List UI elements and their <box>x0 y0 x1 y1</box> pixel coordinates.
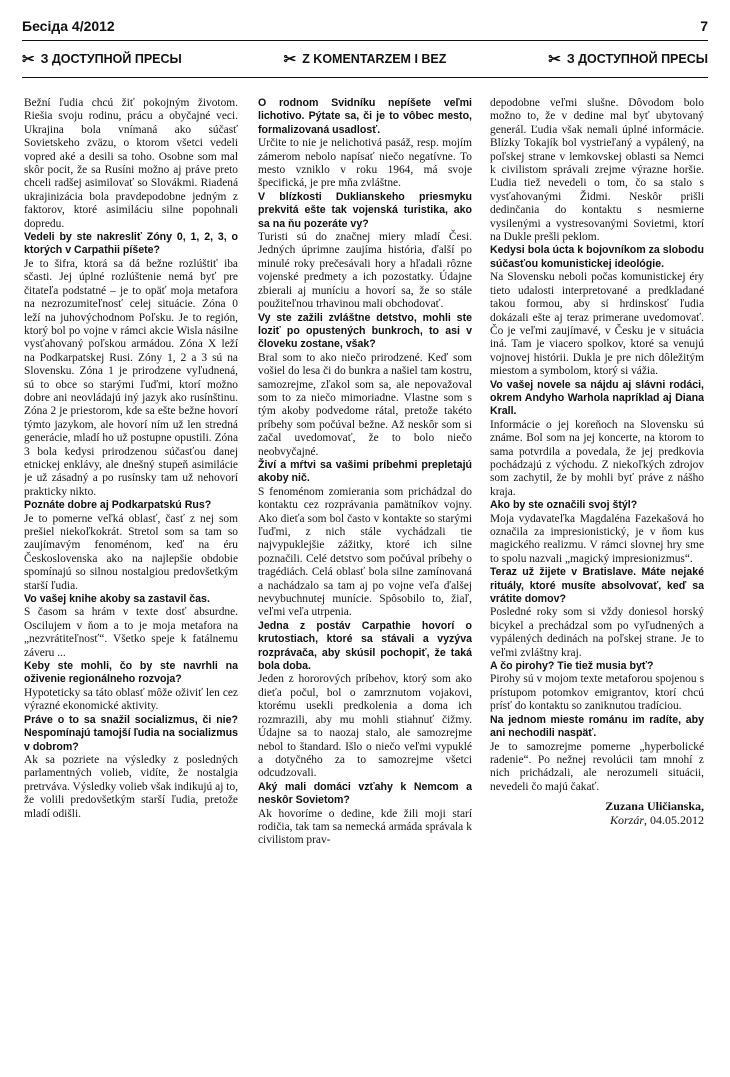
interview-question: Vedeli by ste nakresliť Zóny 0, 1, 2, 3, o ktorých v Carpathii píšete? <box>24 231 238 257</box>
issue-label: Бесіда 4/2012 <box>22 18 115 34</box>
interview-question: O rodnom Svidníku nepíšete veľmi lichotivo. Pýtate sa, či je to vôbec mesto, formalizovaná usadlosť. <box>258 97 472 136</box>
article-column-1 <box>24 97 238 1062</box>
interview-answer: S časom sa hrám v texte dosť absurdne. Oscilujem v ňom a to je moja metafora na „nezvrátiteľnosť“. Všetko speje k fatálnemu záveru ... <box>24 606 238 659</box>
scissors-icon: ✂ <box>283 50 297 68</box>
article-column-3 <box>490 97 704 1062</box>
section-label <box>22 52 182 67</box>
interview-answer: S fenoménom zomierania som prichádzal do kontaktu cez rozprávania pamätníkov vojny. Ako dieťa som bol často v kontakte so starými ľuďmi, z nich stále vychádzali tie najvypuklejšie zážitky, ktoré ich silne poznačili. Celé detstvo som počúval príbehy o tragédiách. Celá oblasť bola silne zamínovaná a nachádzalo sa tam aj po vojne veľa ďalšej nevybuchnutej munície. Spôsobilo to, žiaľ, veľmi veľa utrpenia. <box>258 485 472 619</box>
interview-question: Vy ste zažili zvláštne detstvo, mohli ste loziť po opustených bunkroch, to asi v človeku zostane, však? <box>258 311 472 351</box>
interview-answer: Určite to nie je nelichotivá pasáž, resp. mojím zámerom nebolo napísať niečo negatívne. To mesto vzniklo v roku 1964, má svoje špecifická, je pre mňa zvláštne. <box>258 137 472 190</box>
interview-question: Teraz už žijete v Bratislave. Máte nejaké rituály, ktoré musíte absolvovať, keď sa vrátite domov? <box>490 566 704 606</box>
interview-answer: Bral som to ako niečo prirodzené. Keď som vošiel do lesa či do bunkra a našiel tam kostru, samozrejme, zľakol som sa, ale nepovažoval som to za niečo mimoriadne. Vlastne som s tým akoby podvedome rátal, pretože takéto príbehy som počúval bežne. Až neskôr som si začal uvedomovať, že to bolo niečo neobvyčajné. <box>258 351 472 458</box>
article-signature <box>490 800 704 827</box>
interview-answer: Moja vydavateľka Magdaléna Fazekašová ho označila za impresionistický, je v ňom kus magického realizmu. V rámci slovnej hry sme to spolu nazvali „magický impresionizmus“. <box>490 512 704 565</box>
interview-answer: depodobne veľmi slušne. Dôvodom bolo možno to, že v dedine mal byť ubytovaný generál. Ľudia však nemali úplné informácie. Blízky Tokajík bol vystrieľaný a vypálený, na poľskej strane v lemkovskej oblasti sa Nemci k civilistom správali zrejme výrazne horšie. Ľudia tiež nevedeli o tom, čo sa stalo s vysťahovanými Židmi. Neskôr prišli dedinčania do kontaktu s nesmierne vysilenými a vystresovanými Sovietmi, ktorí na Dukle prešli peklom. <box>490 97 704 244</box>
interview-question: Jedna z postáv Carpathie hovorí o krutostiach, ktoré sa stávali a vyzýva rozprávača, aby skúsil pochopiť, že taká bola doba. <box>258 619 472 673</box>
author-name: Zuzana Uličianska, <box>605 799 704 814</box>
source-line <box>490 814 704 827</box>
interview-question: Práve o to sa snažil socializmus, či nie? Nespomínajú tamojší ľudia na socializmus v dobrom? <box>24 713 238 753</box>
interview-question: Keby ste mohli, čo by ste navrhli na oživenie regionálneho rozvoja? <box>24 660 238 686</box>
source-name: Korzár <box>609 812 644 827</box>
section-text: З ДОСТУПНОЙ ПРЕСЫ <box>40 52 182 66</box>
interview-answer: Informácie o jej koreňoch na Slovensku sú známe. Bol som na jej koncerte, na ktorom to sama potvrdila a povedala, že jej predkovia pochádzajú z východu. Z niekoľkých zdrojov som zachytil, že by mohli byť práve z nášho kraja. <box>490 418 704 498</box>
section-rule <box>22 77 708 78</box>
interview-question: Aký mali domáci vzťahy k Nemcom a neskôr Sovietom? <box>258 780 472 807</box>
interview-answer: Jeden z hororových príbehov, ktorý som ako dieťa počul, bol o zamrznutom vojakovi, ktorému usekli predkolenia a doma ich rozmrazili, aby mu mohli stiahnuť čižmy. Údajne sa to naozaj stalo, ale samozrejme nebol to štandard. Išlo o niečo veľmi vypuklé a dotyčného za to samozrejme všetci odcudzovali. <box>258 673 472 780</box>
section-text: Z KOMENTARZEM I BEZ <box>302 52 447 66</box>
interview-question: Živí a mŕtvi sa vašimi príbehmi prepletajú akoby nič. <box>258 458 472 485</box>
interview-answer: Posledné roky som si vždy doniesol horský bicykel a prechádzal som po vyľudnených a vypálených dedinách na poľskej strane. Je to veľmi zvláštny kraj. <box>490 606 704 659</box>
interview-answer: Ak sa pozriete na výsledky z posledných parlamentných volieb, vidíte, že nostalgia pretrváva. Výsledky volieb však indikujú aj to, že volili predovšetkým starší ľudia, pretože mladí odišli. <box>24 753 238 820</box>
section-text: З ДОСТУПНОЙ ПРЕСЫ <box>566 52 708 66</box>
interview-question: Poznáte dobre aj Podkarpatskú Rus? <box>24 499 212 512</box>
scissors-icon: ✂ <box>22 50 35 68</box>
interview-answer: Je to pomerne veľká oblasť, časť z nej som prešiel niekoľkokrát. Stretol som sa tam so zaujímavým fenoménom, keď na éru Československa ako na najlepšie obdobie spomínajú so silnou nostalgiou predovšetkým starší ľudia. <box>24 512 238 592</box>
interview-question: Kedysi bola úcta k bojovníkom za slobodu súčasťou komunistickej ideológie. <box>490 244 704 270</box>
source-date: , 04.05.2012 <box>644 812 704 827</box>
interview-answer: Turisti sú do značnej miery mladí Česi. Jedných úprimne zaujíma história, ďalší po minulé roky prečesávali hory a hľadali rôzne vojenské predmety a ich pozostatky. Údajne zbierali aj muníciu a hovorí sa, že so stále použiteľnou trhavinou mali obchodovať. <box>258 231 472 311</box>
page-header <box>22 18 708 38</box>
page-number: 7 <box>700 18 708 34</box>
interview-question: Ako by ste označili svoj štýl? <box>490 499 638 512</box>
header-rule <box>22 40 708 41</box>
interview-answer: Pirohy sú v mojom texte metaforou spojenou s prístupom potomkov emigrantov, ktorí chcú prísť do kontaktu so zaniknutou tradíciou. <box>490 673 704 713</box>
interview-answer: Je to samozrejme pomerne „hyperbolické radenie“. Po nežnej revolúcii tam mnohí z nich prichádzali, ale nerozumeli situácii, nevedeli čo majú čakať. <box>490 740 704 793</box>
section-label <box>284 52 447 67</box>
interview-question: A čo pirohy? Tie tiež musia byť? <box>490 660 654 673</box>
interview-answer: Na Slovensku neboli počas komunistickej éry tieto udalosti interpretované a predkladané takou formou, aby si hrdinskosť ľudia dokázali ešte aj teraz primerane uvedomovať. Čo je veľmi zaujímavé, v Česku je v situácia iná. Tam je viacero spolkov, ktoré sa venujú vojnovej histórii. Dukla je pre nich dôležitým miestom a symbolom, ktorý si vážia. <box>490 271 704 378</box>
interview-question: V blízkosti Duklianskeho priesmyku prekvitá ešte tak vojenská turistika, ako sa na ňu pozeráte vy? <box>258 190 472 230</box>
interview-question: Vo vašej novele sa nájdu aj slávni rodáci, okrem Andyho Warhola napríklad aj Diana Krall. <box>490 378 704 418</box>
interview-answer: Ak hovoríme o dedine, kde žili moji starí rodičia, tak tam sa nemecká armáda správala k civilistom prav- <box>258 807 472 847</box>
article-column-2 <box>258 97 472 1062</box>
section-banner <box>22 45 708 73</box>
interview-answer: Bežní ľudia chcú žiť pokojným životom. Riešia svoju rodinu, prácu a obyčajné veci. Ukrajina bola vnímaná ako súčasť Sovietskeho zväzu, o ktorom všetci vedeli vopred aké a desili sa toho. Osobne som mal skôr pocit, že sa Rusíni možno aj práve preto chceli radšej asimilovať so Slovákmi. Riadená ukrajinizácia bola pravdepodobne jedným z faktorov, ktoré asimiláciu silne popohnali dopredu. <box>24 97 238 230</box>
scissors-icon: ✂ <box>548 50 561 68</box>
interview-answer: Hypoteticky sa táto oblasť môže oživiť len cez výrazné ekonomické aktivity. <box>24 686 238 713</box>
section-label <box>548 52 708 67</box>
interview-answer: Je to šifra, ktorá sa dá bežne rozlúštiť iba sčasti. Jej úplné rozlúštenie nemá byť pre čitateľa podstatné – je to opäť moja metafora na nezrozumiteľnosť celej situácie. Zóna 0 leží na juhovýchodnom Poľsku. Je to región, ktorý bol po vojne v rámci akcie Wisla násilne vysťahovaný poľskou armádou. Zóna X leží na Podkarpatskej Rusi. Zóny 1, 2 a 3 sú na Slovensku. Zóna 1 je prirodzene vyľudnená, sú to obce so starými ľuďmi, ktorí možno dobre ani neovládajú iný jazyk ako rusínštinu. Zóna 2 je priestorom, kde sa ešte bežne hovorí týmto jazykom, ale hovorí ním už len stredná generácie, mladí ho už postupne opustili. Zóna 3 bola kedysi prirodzenou súčasťou danej etnickej enklávy, ale dnešný stupeň asimilácie je už zásadný a po rusínsky tam už nehovorí prakticky nikto. <box>24 257 238 498</box>
interview-question: Na jednom mieste románu im radíte, aby ani nechodili naspäť. <box>490 713 704 740</box>
interview-question: Vo vašej knihe akoby sa zastavil čas. <box>24 593 210 606</box>
